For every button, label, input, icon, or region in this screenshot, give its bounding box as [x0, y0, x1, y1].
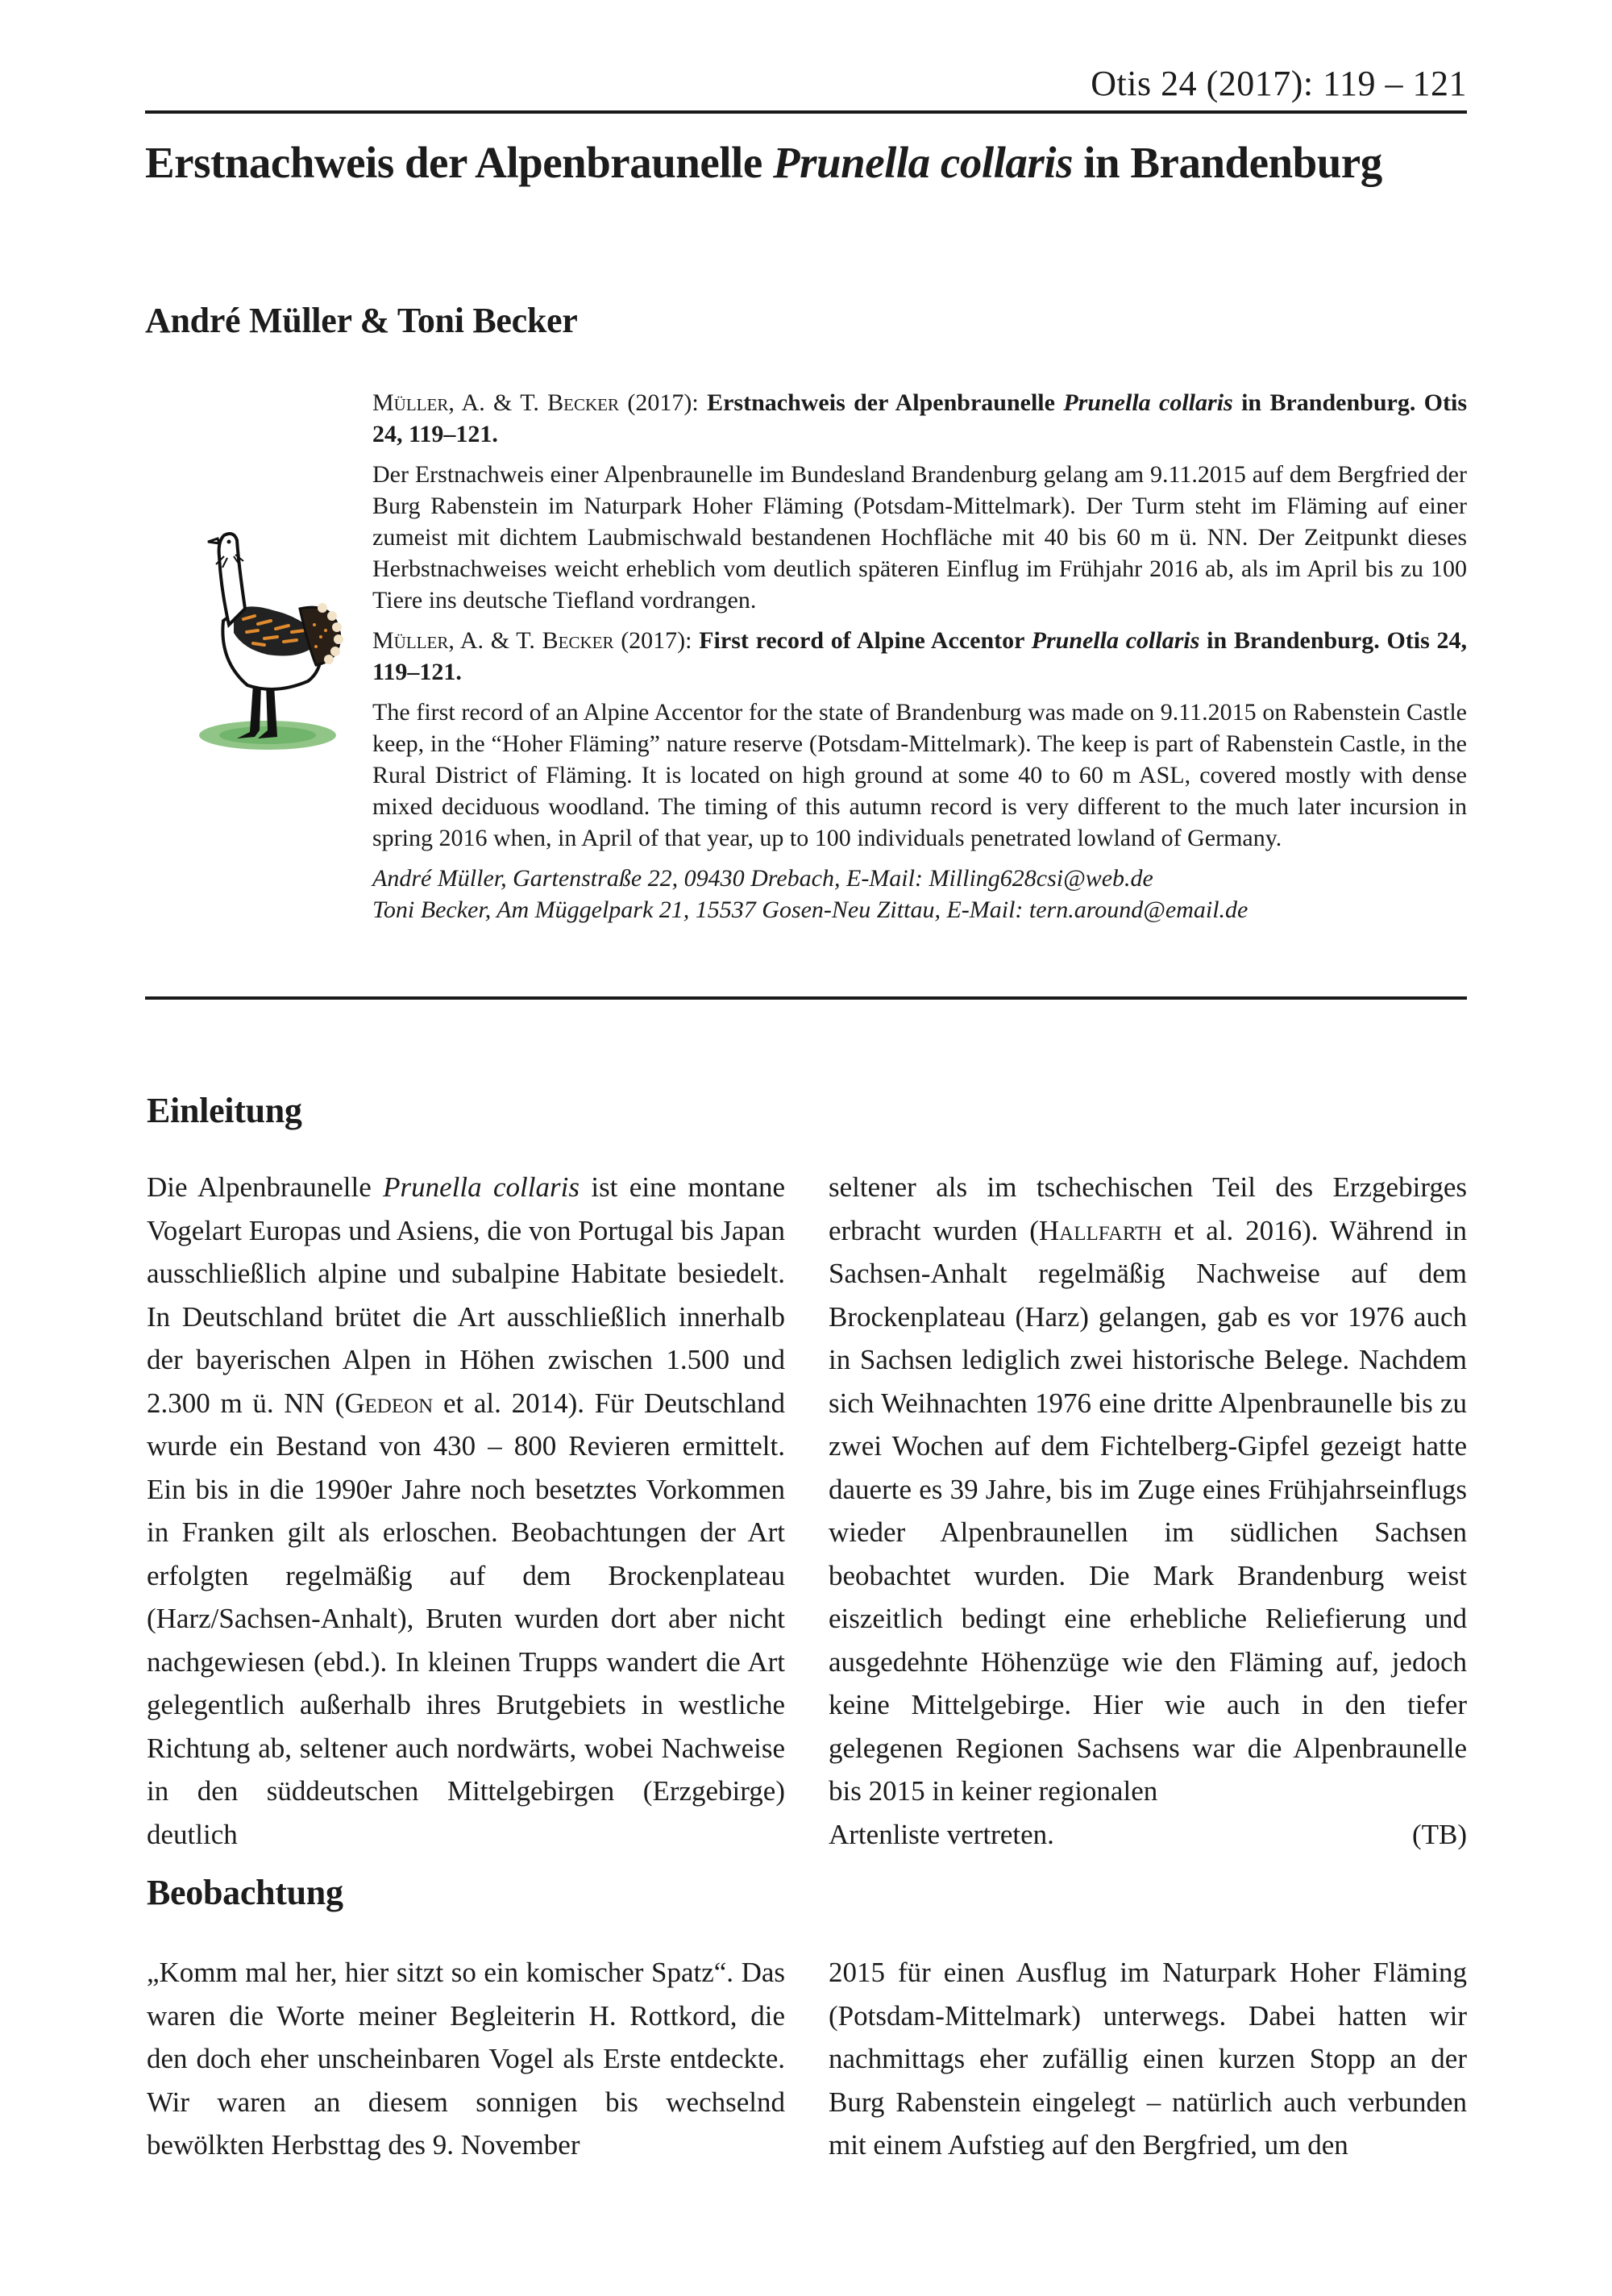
author-address-mueller: André Müller, Gartenstraße 22, 09430 Drebach, E-Mail: Milling628csi@web.de [372, 865, 1153, 892]
journal-reference: Otis 24 (2017): 119 – 121 [1091, 64, 1467, 103]
einleitung-left-column [147, 1166, 785, 1856]
paragraph-text: seltener als im tschechischen Teil des Erzgebirges erbracht wurden ( [829, 1171, 1467, 1246]
title-text-end: in Brandenburg [1072, 138, 1382, 187]
abstract-rule [145, 996, 1467, 1000]
title-text: Erstnachweis der Alpenbraunelle [145, 138, 774, 187]
citation-authors: Müller, A. & T. Becker [372, 627, 614, 654]
einleitung-right-column [829, 1166, 1467, 1856]
citation-title-end: in Brandenburg. Otis 24, 119–121. [372, 627, 1468, 685]
author-address-becker: Toni Becker, Am Müggelpark 21, 15537 Gosen-Neu Zittau, E-Mail: tern.around@email.de [372, 896, 1248, 923]
einleitung-closing-line [829, 1813, 1467, 1857]
citation-title-text: Erstnachweis der Alpenbraunelle [707, 389, 1064, 416]
header-rule [145, 110, 1467, 114]
abstract-block [372, 387, 1467, 925]
citation-german [372, 387, 1467, 450]
abstract-german-text: Der Erstnachweis einer Alpenbraunelle im Bundesland Brandenburg gelang am 9.11.2015 auf dem Bergfried der Burg Rabenstein im Naturpark Hoher Fläming (Potsdam-Mittelmark). Der Turm steht im Fläming auf einer zumeist mit dichtem Laubmischwald bestandenen Hochfläche mit 40 bis 60 m ü. NN. Der Zeitpunkt dieses Herbstnachweises weicht erheblich vom deutlich späteren Einflug im Frühjahr 2016 ab, als im April bis zu 100 Tiere ins deutsche Tiefland vordrangen. [372, 461, 1467, 614]
great-bustard-logo-icon [187, 524, 348, 758]
section-heading-beobachtung: Beobachtung [147, 1873, 343, 1912]
title-species: Prunella collaris [773, 138, 1073, 187]
citation-english [372, 625, 1467, 688]
section-heading-einleitung: Einleitung [147, 1091, 302, 1130]
paragraph-text: et al. 2016). Während in Sachsen-Anhalt regelmäßig Nachweise auf dem Brockenplateau (Harz) gelangen, gab es vor 1976 auch in Sachsen lediglich zwei historische Belege. Nachdem sich Weihnachten 1976 eine dritte Alpenbraunelle bis zu zwei Wochen auf dem Fichtelberg-Gipfel gezeigt hatte dauerte es 39 Jahre, bis im Zuge eines Frühjahrseinflugs wieder Alpenbraunellen im südlichen Sachsen beobachtet wurden. Die Mark Brandenburg weist eiszeitlich bedingt eine erhebliche Reliefierung und ausgedehnte Höhenzüge wie den Fläming auf, jedoch keine Mittelgebirge. Hier wie auch in den tiefer gelegenen Regionen Sachsens war die Alpenbraunelle bis 2015 in keiner regionalen [829, 1214, 1467, 1807]
paragraph-text: et al. 2014). Für Deutschland wurde ein Bestand von 430 – 800 Revieren ermittelt. Ein bis in die 1990er Jahre noch besetztes Vorkommen in Franken gilt als erloschen. Beobachtungen der Art erfolgten regelmäßig auf dem Brockenplateau (Harz/Sachsen-Anhalt), Bruten wurden dort aber nicht nachgewiesen (ebd.). In kleinen Trupps wandert die Art gelegentlich außerhalb ihres Brutgebiets in westliche Richtung ab, seltener auch nordwärts, wobei Nachweise in den süddeutschen Mittelgebirgen (Erzgebirge) deutlich [147, 1387, 785, 1850]
citation-year: (2017): [619, 389, 708, 416]
beobachtung-left-column [147, 1951, 785, 2167]
beobachtung-paragraph-right: 2015 für einen Ausflug im Naturpark Hoher Fläming (Potsdam-Mittelmark) unterwegs. Dabei hatten wir nachmittags eher zufällig einen kurzen Stopp an der Burg Rabenstein eingelegt – natürlich auch verbunden mit einem Aufstieg auf den Bergfried, um den [829, 1957, 1467, 2161]
beobachtung-right-column [829, 1951, 1467, 2167]
paragraph-text: ist eine montane Vogelart Europas und Asiens, die von Portugal bis Japan ausschließlich alpine und subalpine Habitate besiedelt. In Deutschland brütet die Art ausschließlich innerhalb der bayerischen Alpen in Höhen zwischen 1.500 und 2.300 m ü. NN ( [147, 1171, 785, 1419]
citation-year: (2017): [613, 627, 700, 654]
abstract-english-text: The first record of an Alpine Accentor for the state of Brandenburg was made on 9.11.2015 on Rabenstein Castle keep, in the “Hoher Fläming” nature reserve (Potsdam-Mittelmark). The keep is part of Rabenstein Castle, in the Rural District of Fläming. It is located on high ground at some 40 to 60 m ASL, covered mostly with dense mixed deciduous woodland. The timing of this autumn record is very different to the much later incursion in spring 2016 when, in April of that year, up to 100 individuals penetrated lowland of Germany. [372, 699, 1467, 851]
citation-title-text: First record of Alpine Accentor [699, 627, 1032, 654]
citation-species: Prunella collaris [1031, 627, 1200, 654]
citation-author: Hallfarth [1038, 1214, 1162, 1246]
citation-species: Prunella collaris [1063, 389, 1233, 416]
citation-authors: Müller, A. & T. Becker [372, 389, 620, 416]
paragraph-text: Artenliste vertreten. [829, 1818, 1054, 1850]
citation-author: Gedeon [344, 1387, 434, 1419]
einleitung-paragraph-left [147, 1166, 785, 1856]
einleitung-paragraph-right [829, 1166, 1467, 1813]
species-name: Prunella collaris [383, 1171, 580, 1203]
article-authors: André Müller & Toni Becker [145, 301, 578, 340]
article-title [145, 135, 1467, 190]
beobachtung-paragraph-left: „Komm mal her, hier sitzt so ein komischer Spatz“. Das waren die Worte meiner Begleiterin H. Rottkord, die den doch eher unscheinbaren Vogel als Erste entdeckte. Wir waren an diesem sonnigen bis wechselnd bewölkten Herbsttag des 9. November [147, 1957, 785, 2161]
citation-title-end: in Brandenburg. Otis 24, 119–121. [372, 389, 1468, 447]
section-author-initials: (TB) [1411, 1818, 1467, 1850]
paragraph-text: Die Alpenbraunelle [147, 1171, 384, 1203]
